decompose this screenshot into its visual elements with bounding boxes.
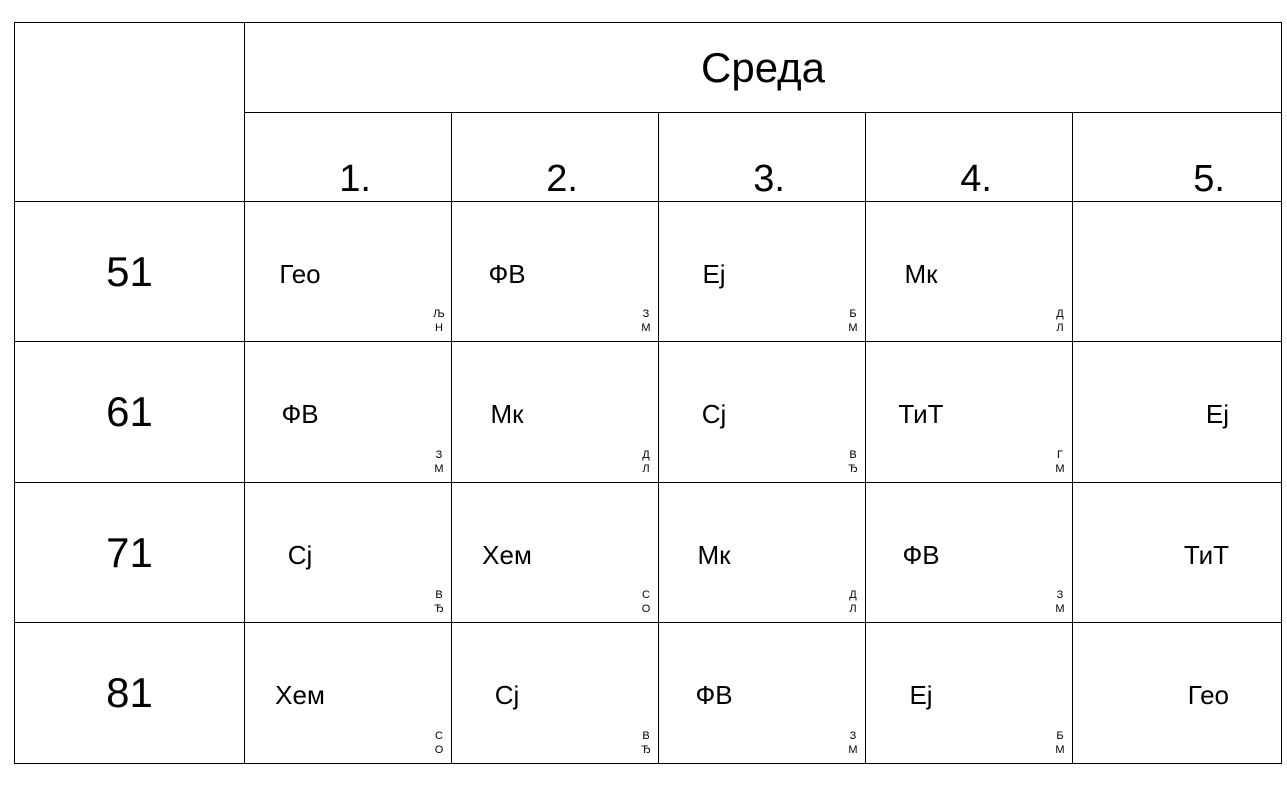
teacher-initials	[433, 729, 445, 757]
teacher-initial-bottom: Н	[435, 322, 443, 335]
subject-label: ТиТ	[1183, 539, 1229, 570]
teacher-initial-bottom: М	[848, 744, 858, 756]
teacher-initial-bottom: О	[434, 744, 444, 756]
subject-label: Сј	[701, 399, 727, 430]
teacher-initial-top: З	[642, 308, 650, 321]
teacher-initials	[640, 729, 652, 757]
class-row	[15, 201, 1282, 342]
corner-cell	[15, 23, 245, 202]
teacher-initial-bottom: Л	[1056, 322, 1064, 335]
class-row	[15, 482, 1282, 623]
teacher-initial-top: Б	[1056, 730, 1064, 742]
subject-label: Хем	[275, 680, 325, 711]
lesson-cell[interactable]	[1073, 201, 1282, 342]
teacher-initials	[847, 307, 859, 335]
subject-label: ФВ	[902, 539, 940, 570]
subject-label: Еј	[702, 258, 726, 289]
lesson-cell[interactable]	[1073, 623, 1282, 764]
subject-label: ФВ	[281, 399, 319, 430]
teacher-initial-bottom: М	[434, 462, 444, 475]
teacher-initials	[640, 448, 652, 476]
lesson-cell[interactable]	[659, 482, 866, 623]
lesson-cell[interactable]	[866, 342, 1073, 483]
teacher-initial-top: В	[435, 589, 443, 602]
subject-label: Гео	[1187, 680, 1229, 711]
lesson-cell[interactable]	[659, 201, 866, 342]
subject-label: Сј	[287, 539, 313, 570]
teacher-initial-top: Д	[1056, 308, 1064, 321]
class-label: 81	[15, 623, 245, 764]
period-number: 5.	[1073, 113, 1282, 201]
class-label: 51	[15, 201, 245, 342]
subject-label: Мк	[490, 399, 524, 430]
teacher-initials	[433, 588, 445, 616]
subject-label: ФВ	[488, 258, 526, 289]
period-number: 3.	[659, 113, 866, 201]
schedule-sheet	[14, 22, 1281, 764]
teacher-initials	[1054, 307, 1066, 335]
teacher-initials	[847, 448, 859, 476]
schedule-table	[14, 22, 1282, 764]
lesson-cell[interactable]	[245, 342, 452, 483]
subject-label: Хем	[482, 539, 532, 570]
lesson-cell[interactable]	[245, 201, 452, 342]
subject-label: Гео	[279, 258, 321, 289]
subject-label: Мк	[697, 539, 731, 570]
teacher-initials	[847, 729, 859, 757]
teacher-initial-bottom: Ђ	[848, 462, 858, 475]
teacher-initial-top: Д	[642, 448, 650, 461]
lesson-cell[interactable]	[1073, 342, 1282, 483]
teacher-initial-bottom: М	[1055, 462, 1065, 475]
teacher-initial-bottom: Л	[642, 462, 650, 475]
subject-label: Еј	[909, 680, 933, 711]
teacher-initial-bottom: М	[641, 322, 651, 335]
teacher-initials	[1054, 448, 1066, 476]
teacher-initials	[847, 588, 859, 616]
teacher-initial-top: З	[435, 448, 443, 461]
lesson-cell[interactable]	[866, 623, 1073, 764]
teacher-initial-bottom: Ђ	[434, 603, 444, 616]
teacher-initial-top: В	[642, 730, 650, 742]
subject-label: ТиТ	[898, 399, 944, 430]
teacher-initials	[640, 588, 652, 616]
teacher-initials	[1054, 588, 1066, 616]
teacher-initial-bottom: Л	[849, 603, 857, 616]
lesson-cell[interactable]	[245, 623, 452, 764]
teacher-initial-top: С	[642, 589, 650, 602]
teacher-initials	[433, 448, 445, 476]
subject-label: Еј	[1205, 399, 1229, 430]
lesson-cell[interactable]	[659, 623, 866, 764]
subject-label: ФВ	[695, 680, 733, 711]
lesson-cell[interactable]	[452, 482, 659, 623]
teacher-initial-top: Б	[849, 308, 857, 321]
lesson-cell[interactable]	[245, 482, 452, 623]
teacher-initial-top: С	[435, 730, 443, 742]
period-number: 4.	[866, 113, 1073, 201]
teacher-initial-top: В	[849, 448, 857, 461]
lesson-cell[interactable]	[452, 342, 659, 483]
teacher-initial-bottom: М	[1055, 603, 1065, 616]
subject-label: Мк	[904, 258, 938, 289]
teacher-initial-bottom: М	[848, 322, 858, 335]
teacher-initials	[640, 307, 652, 335]
teacher-initial-bottom: О	[641, 603, 651, 616]
lesson-cell[interactable]	[866, 482, 1073, 623]
class-label: 61	[15, 342, 245, 483]
lesson-cell[interactable]	[1073, 482, 1282, 623]
teacher-initial-top: Г	[1057, 448, 1063, 461]
day-header-row	[15, 23, 1282, 113]
teacher-initial-top: Љ	[433, 308, 445, 321]
lesson-cell[interactable]	[452, 201, 659, 342]
class-row	[15, 623, 1282, 764]
teacher-initial-bottom: Ђ	[641, 744, 651, 756]
class-label: 71	[15, 482, 245, 623]
lesson-cell[interactable]	[452, 623, 659, 764]
teacher-initials	[433, 307, 445, 335]
day-title: Среда	[245, 23, 1282, 113]
period-number: 1.	[245, 113, 452, 201]
teacher-initial-top: Д	[849, 589, 857, 602]
teacher-initial-top: З	[849, 730, 857, 742]
teacher-initials	[1054, 729, 1066, 757]
teacher-initial-top: З	[1056, 589, 1064, 602]
teacher-initial-bottom: М	[1055, 744, 1065, 756]
period-number: 2.	[452, 113, 659, 201]
lesson-cell[interactable]	[866, 201, 1073, 342]
lesson-cell[interactable]	[659, 342, 866, 483]
subject-label: Сј	[494, 680, 520, 711]
class-row	[15, 342, 1282, 483]
